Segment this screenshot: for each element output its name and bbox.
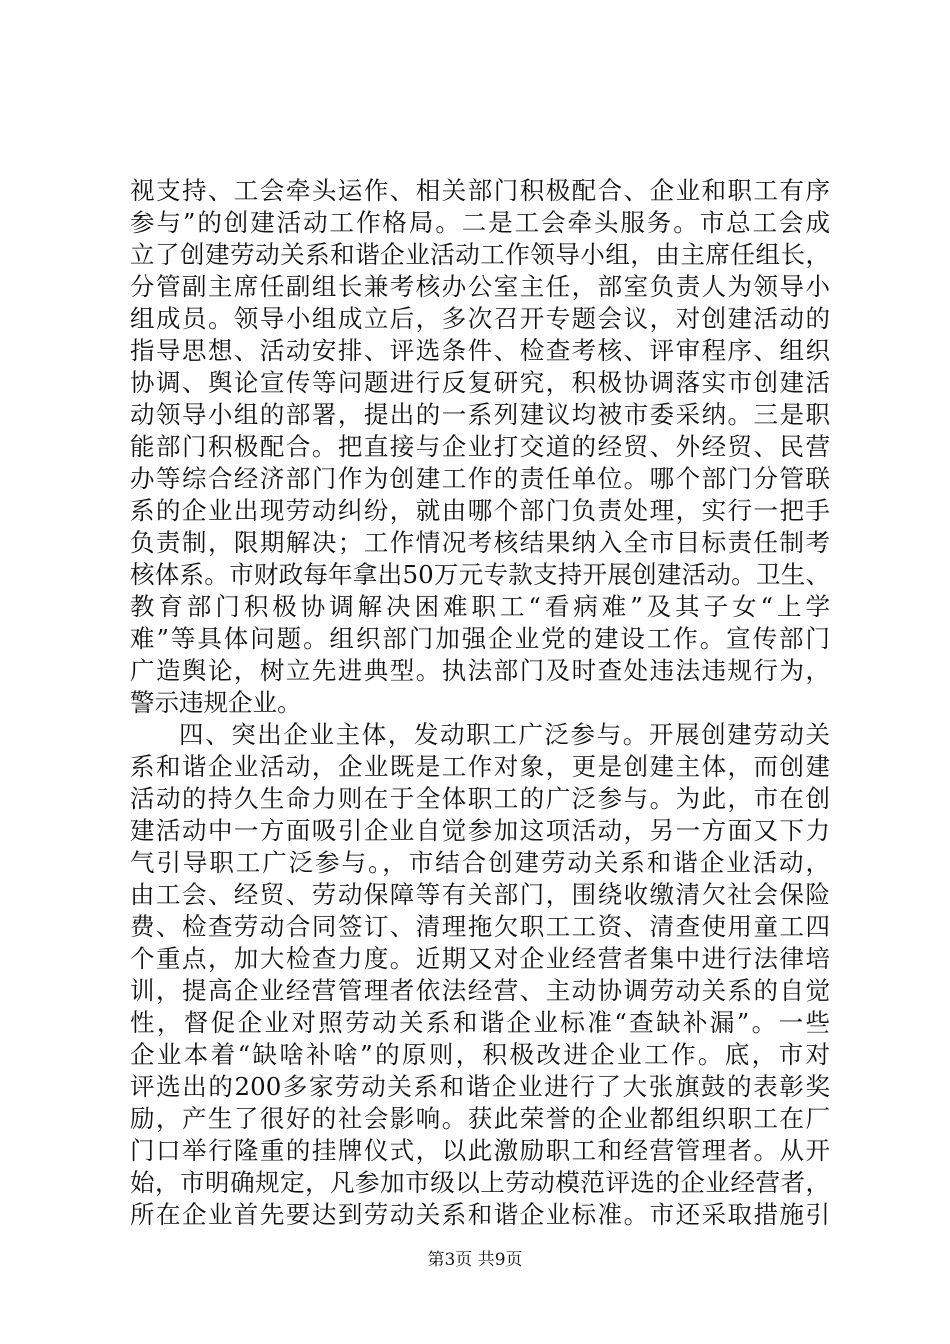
text-line: 核体系。市财政每年拿出50万元专款支持开展创建活动。卫生、 <box>130 560 830 589</box>
text-line: 建活动中一方面吸引企业自觉参加这项活动，另一方面又下力 <box>130 816 830 845</box>
text-line: 立了创建劳动关系和谐企业活动工作领导小组，由主席任组长， <box>130 240 830 269</box>
text-line: 性，督促企业对照劳动关系和谐企业标准“查缺补漏”。一些 <box>130 1008 830 1037</box>
text-line: 所在企业首先要达到劳动关系和谐企业标准。市还采取措施引 <box>130 1200 830 1229</box>
body-text <box>130 175 830 1231</box>
page-number: 第3页 共9页 <box>427 1250 523 1270</box>
text-line: 动领导小组的部署，提出的一系列建议均被市委采纳。三是职 <box>130 400 830 429</box>
text-line: 视支持、工会牵头运作、相关部门积极配合、企业和职工有序 <box>130 176 830 205</box>
text-line: 广造舆论，树立先进典型。执法部门及时查处违法违规行为， <box>130 656 830 685</box>
text-line: 系的企业出现劳动纠纷，就由哪个部门负责处理，实行一把手 <box>130 496 830 525</box>
text-line: 难”等具体问题。组织部门加强企业党的建设工作。宣传部门 <box>130 624 830 653</box>
text-line: 协调、舆论宣传等问题进行反复研究，积极协调落实市创建活 <box>130 368 830 397</box>
text-line: 负责制，限期解决；工作情况考核结果纳入全市目标责任制考 <box>130 528 830 557</box>
text-line: 参与”的创建活动工作格局。二是工会牵头服务。市总工会成 <box>130 208 830 237</box>
text-line: 费、检查劳动合同签订、清理拖欠职工工资、清查使用童工四 <box>130 912 830 941</box>
text-line: 门口举行隆重的挂牌仪式，以此激励职工和经营管理者。从开 <box>130 1136 830 1165</box>
text-line: 企业本着“缺啥补啥”的原则，积极改进企业工作。底，市对 <box>130 1040 830 1069</box>
text-line: 办等综合经济部门作为创建工作的责任单位。哪个部门分管联 <box>130 464 830 493</box>
text-line: 组成员。领导小组成立后，多次召开专题会议，对创建活动的 <box>130 304 830 333</box>
text-line: 始，市明确规定，凡参加市级以上劳动模范评选的企业经营者， <box>130 1168 830 1197</box>
text-line: 警示违规企业。 <box>130 688 302 717</box>
text-line: 由工会、经贸、劳动保障等有关部门，围绕收缴清欠社会保险 <box>130 880 830 909</box>
text-line: 励，产生了很好的社会影响。获此荣誉的企业都组织职工在厂 <box>130 1104 830 1133</box>
text-line: 指导思想、活动安排、评选条件、检查考核、评审程序、组织 <box>130 336 830 365</box>
text-line: 气引导职工广泛参与。，市结合创建劳动关系和谐企业活动， <box>130 848 830 877</box>
text-line: 四、突出企业主体，发动职工广泛参与。开展创建劳动关 <box>179 720 830 749</box>
text-line: 评选出的200多家劳动关系和谐企业进行了大张旗鼓的表彰奖 <box>130 1072 830 1101</box>
text-line: 个重点，加大检查力度。近期又对企业经营者集中进行法律培 <box>130 944 830 973</box>
text-line: 系和谐企业活动，企业既是工作对象，更是创建主体，而创建 <box>130 752 830 781</box>
text-line: 活动的持久生命力则在于全体职工的广泛参与。为此，市在创 <box>130 784 830 813</box>
text-line: 分管副主席任副组长兼考核办公室主任，部室负责人为领导小 <box>130 272 830 301</box>
text-line: 教育部门积极协调解决困难职工“看病难”及其子女“上学 <box>130 592 830 621</box>
text-line: 能部门积极配合。把直接与企业打交道的经贸、外经贸、民营 <box>130 432 830 461</box>
text-line: 训，提高企业经营管理者依法经营、主动协调劳动关系的自觉 <box>130 976 830 1005</box>
